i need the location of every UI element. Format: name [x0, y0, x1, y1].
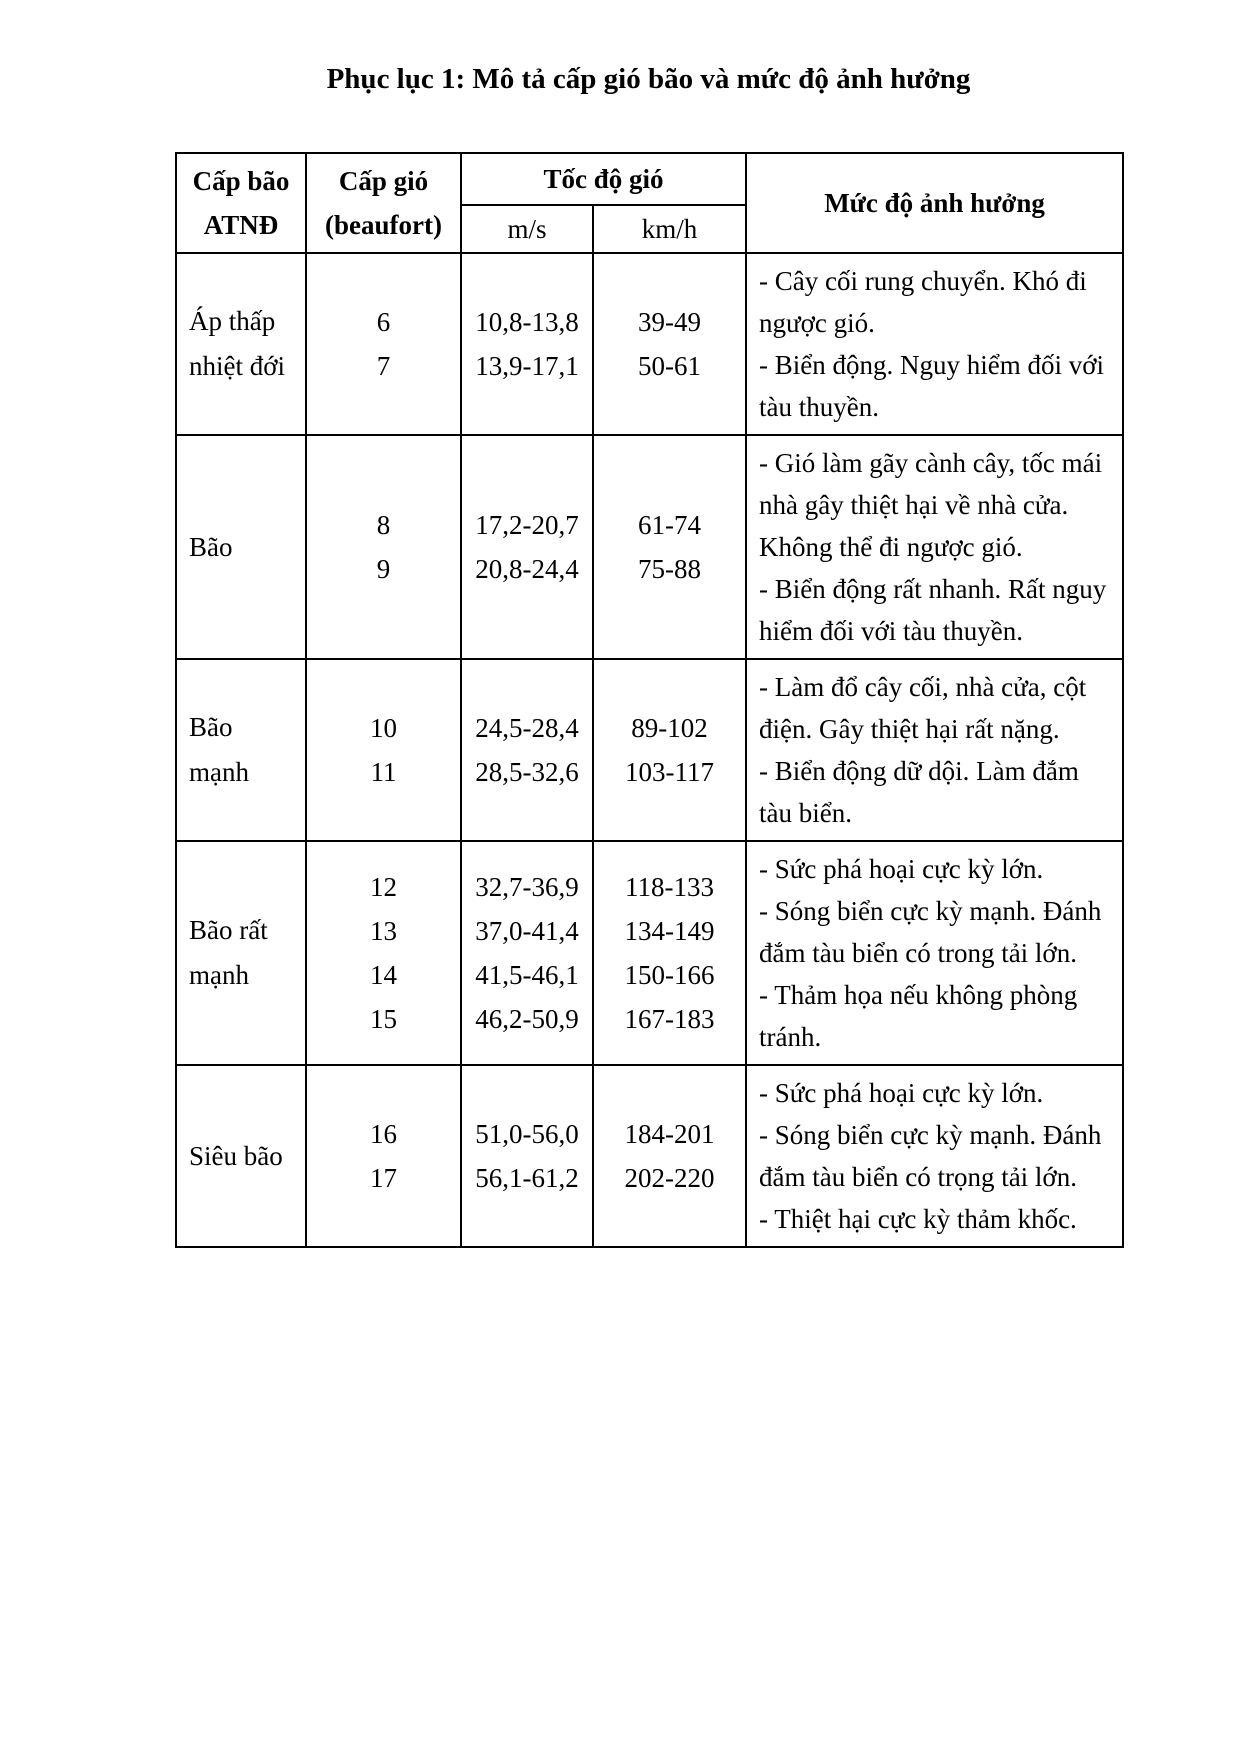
speed-ms-value: 28,5-32,6: [475, 757, 579, 787]
storm-category-cell: [176, 841, 306, 1065]
speed-ms-value: 10,8-13,8: [475, 307, 579, 337]
beaufort-value: 7: [376, 351, 391, 381]
beaufort-cell: [306, 435, 461, 659]
impact-bullet: - Gió làm gãy cành cây, tốc mái nhà gây thiệt hại về nhà cửa. Không thể đi ngược gió.: [759, 448, 1103, 562]
speed-kmh-value: 167-183: [624, 1004, 715, 1034]
speed-ms-cell: [461, 435, 593, 659]
impact-bullet: - Sóng biển cực kỳ mạnh. Đánh đắm tàu biển có trong tải lớn.: [759, 896, 1102, 968]
impact-bullet: - Biển động dữ dội. Làm đắm tàu biển.: [759, 756, 1079, 828]
impact-bullet: - Sóng biển cực kỳ mạnh. Đánh đắm tàu biển có trọng tải lớn.: [759, 1120, 1102, 1192]
speed-ms-value: 46,2-50,9: [475, 1004, 579, 1034]
speed-kmh-value: 184-201: [624, 1119, 715, 1149]
storm-scale-table: [175, 152, 1124, 1248]
speed-kmh-cell: [593, 841, 746, 1065]
speed-ms-value: 51,0-56,0: [475, 1119, 579, 1149]
speed-ms-value: 32,7-36,9: [475, 872, 579, 902]
storm-category-label: nhiệt đới: [189, 351, 286, 381]
speed-ms-value: 20,8-24,4: [475, 554, 579, 584]
speed-kmh-value: 202-220: [624, 1163, 715, 1193]
header-impact: Mức độ ảnh hưởng: [746, 153, 1123, 253]
speed-ms-value: 13,9-17,1: [475, 351, 579, 381]
table-row: [176, 435, 1123, 659]
table-header: [176, 153, 1123, 253]
speed-kmh-value: 50-61: [638, 351, 701, 381]
beaufort-value: 10: [370, 713, 397, 743]
storm-category-label: Bão: [189, 712, 233, 742]
speed-kmh-value: 75-88: [638, 554, 701, 584]
table-row: [176, 841, 1123, 1065]
beaufort-cell: [306, 253, 461, 435]
storm-category-cell: [176, 1065, 306, 1247]
beaufort-cell: [306, 659, 461, 841]
speed-ms-value: 17,2-20,7: [475, 510, 579, 540]
storm-category-cell: [176, 659, 306, 841]
beaufort-value: 13: [370, 916, 397, 946]
speed-ms-cell: [461, 659, 593, 841]
storm-category-label: mạnh: [189, 757, 249, 787]
storm-category-cell: [176, 435, 306, 659]
beaufort-cell: [306, 1065, 461, 1247]
speed-kmh-value: 103-117: [625, 757, 714, 787]
beaufort-value: 14: [370, 960, 397, 990]
beaufort-value: 6: [376, 307, 391, 337]
impact-bullet: - Làm đổ cây cối, nhà cửa, cột điện. Gây thiệt hại rất nặng.: [759, 672, 1087, 744]
header-storm-line2: ATNĐ: [203, 210, 279, 240]
header-ms-unit: m/s: [461, 205, 593, 253]
storm-category-label: Áp thấp: [189, 306, 276, 336]
speed-kmh-cell: [593, 659, 746, 841]
beaufort-value: 17: [370, 1163, 397, 1193]
table-row: [176, 253, 1123, 435]
impact-bullet: - Sức phá hoại cực kỳ lớn.: [759, 1078, 1044, 1108]
impact-bullet: - Biển động. Nguy hiểm đối với tàu thuyền.: [759, 350, 1105, 422]
speed-kmh-cell: [593, 253, 746, 435]
beaufort-cell: [306, 841, 461, 1065]
header-beaufort-line2: (beaufort): [325, 210, 442, 240]
header-kmh-unit: km/h: [593, 205, 746, 253]
beaufort-value: 9: [376, 554, 391, 584]
speed-kmh-cell: [593, 435, 746, 659]
storm-category-label: Siêu bão: [189, 1140, 283, 1171]
speed-ms-cell: [461, 1065, 593, 1247]
speed-kmh-value: 61-74: [638, 510, 701, 540]
speed-ms-value: 24,5-28,4: [475, 713, 579, 743]
beaufort-value: 8: [376, 510, 391, 540]
header-wind-speed: Tốc độ gió: [461, 153, 746, 205]
header-beaufort-line1: Cấp gió: [338, 166, 429, 196]
impact-cell: [746, 253, 1123, 435]
speed-ms-cell: [461, 841, 593, 1065]
speed-kmh-value: 89-102: [631, 713, 708, 743]
impact-bullet: - Thiệt hại cực kỳ thảm khốc.: [759, 1204, 1077, 1234]
speed-kmh-value: 39-49: [638, 307, 701, 337]
header-storm-line1: Cấp bão: [192, 166, 290, 196]
table-row: [176, 1065, 1123, 1247]
beaufort-value: 15: [370, 1004, 397, 1034]
storm-category-label: mạnh: [189, 960, 249, 990]
header-storm-category: [176, 153, 306, 253]
table-row: [176, 659, 1123, 841]
beaufort-value: 11: [370, 757, 397, 787]
speed-ms-value: 37,0-41,4: [475, 916, 579, 946]
impact-cell: [746, 659, 1123, 841]
speed-kmh-value: 134-149: [624, 916, 715, 946]
speed-ms-value: 41,5-46,1: [475, 960, 579, 990]
beaufort-value: 12: [370, 872, 397, 902]
beaufort-value: 16: [370, 1119, 397, 1149]
impact-cell: [746, 435, 1123, 659]
storm-category-label: Bão rất: [189, 915, 268, 945]
storm-category-label: Bão: [189, 531, 233, 562]
impact-cell: [746, 841, 1123, 1065]
header-beaufort: [306, 153, 461, 253]
impact-bullet: - Cây cối rung chuyển. Khó đi ngược gió.: [759, 266, 1087, 338]
impact-cell: [746, 1065, 1123, 1247]
impact-bullet: - Biển động rất nhanh. Rất nguy hiểm đối với tàu thuyền.: [759, 574, 1107, 646]
speed-kmh-value: 150-166: [624, 960, 715, 990]
page-title: Phục lục 1: Mô tả cấp gió bão và mức độ ảnh hưởng: [326, 63, 971, 95]
impact-bullet: - Thảm họa nếu không phòng tránh.: [759, 980, 1078, 1052]
speed-kmh-value: 118-133: [625, 872, 714, 902]
speed-kmh-cell: [593, 1065, 746, 1247]
speed-ms-cell: [461, 253, 593, 435]
storm-category-cell: [176, 253, 306, 435]
impact-bullet: - Sức phá hoại cực kỳ lớn.: [759, 854, 1044, 884]
speed-ms-value: 56,1-61,2: [475, 1163, 579, 1193]
